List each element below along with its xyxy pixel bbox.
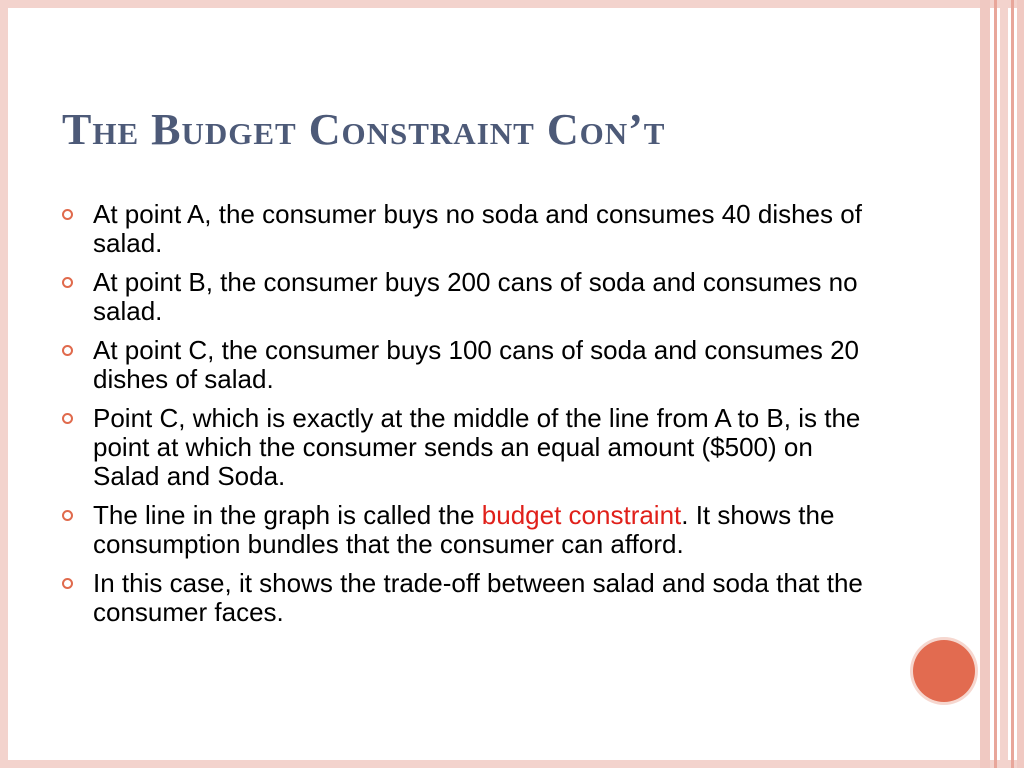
bullet-text: In this case, it shows the trade-off between salad and soda that the consumer faces. <box>93 568 863 627</box>
bullet-item <box>62 200 872 258</box>
slide-title: The Budget Constraint Con’t <box>62 105 666 154</box>
decor-stripe <box>994 0 997 768</box>
bullet-ring-icon <box>62 277 73 288</box>
bullet-text: At point B, the consumer buys 200 cans of soda and consumes no salad. <box>93 267 858 326</box>
bullet-text-after: . It shows the consumption bundles that the consumer can afford. <box>93 500 835 559</box>
decor-stripe <box>1011 0 1014 768</box>
bullet-ring-icon <box>62 578 73 589</box>
bullet-text: Point C, which is exactly at the middle of the line from A to B, is the point at which the consumer sends an equal amount ($500) on Salad and Soda. <box>93 403 861 491</box>
decor-stripe <box>1017 0 1024 768</box>
bullet-ring-icon <box>62 209 73 220</box>
bullet-text-before: The line in the graph is called the <box>93 500 482 530</box>
decor-stripe <box>1000 0 1008 768</box>
highlighted-term: budget constraint <box>481 500 682 530</box>
bullet-item <box>62 404 872 491</box>
bullet-item <box>62 268 872 326</box>
decor-circle <box>913 640 975 702</box>
bullet-item <box>62 501 872 559</box>
decor-stripe <box>980 0 990 768</box>
bullet-item <box>62 569 872 627</box>
bullet-ring-icon <box>62 510 73 521</box>
bullet-item <box>62 336 872 394</box>
bullet-text: At point C, the consumer buys 100 cans of soda and consumes 20 dishes of salad. <box>93 335 860 394</box>
bullet-ring-icon <box>62 413 73 424</box>
bullet-text: At point A, the consumer buys no soda and consumes 40 dishes of salad. <box>93 199 862 258</box>
bullet-list <box>62 200 872 637</box>
bullet-ring-icon <box>62 345 73 356</box>
